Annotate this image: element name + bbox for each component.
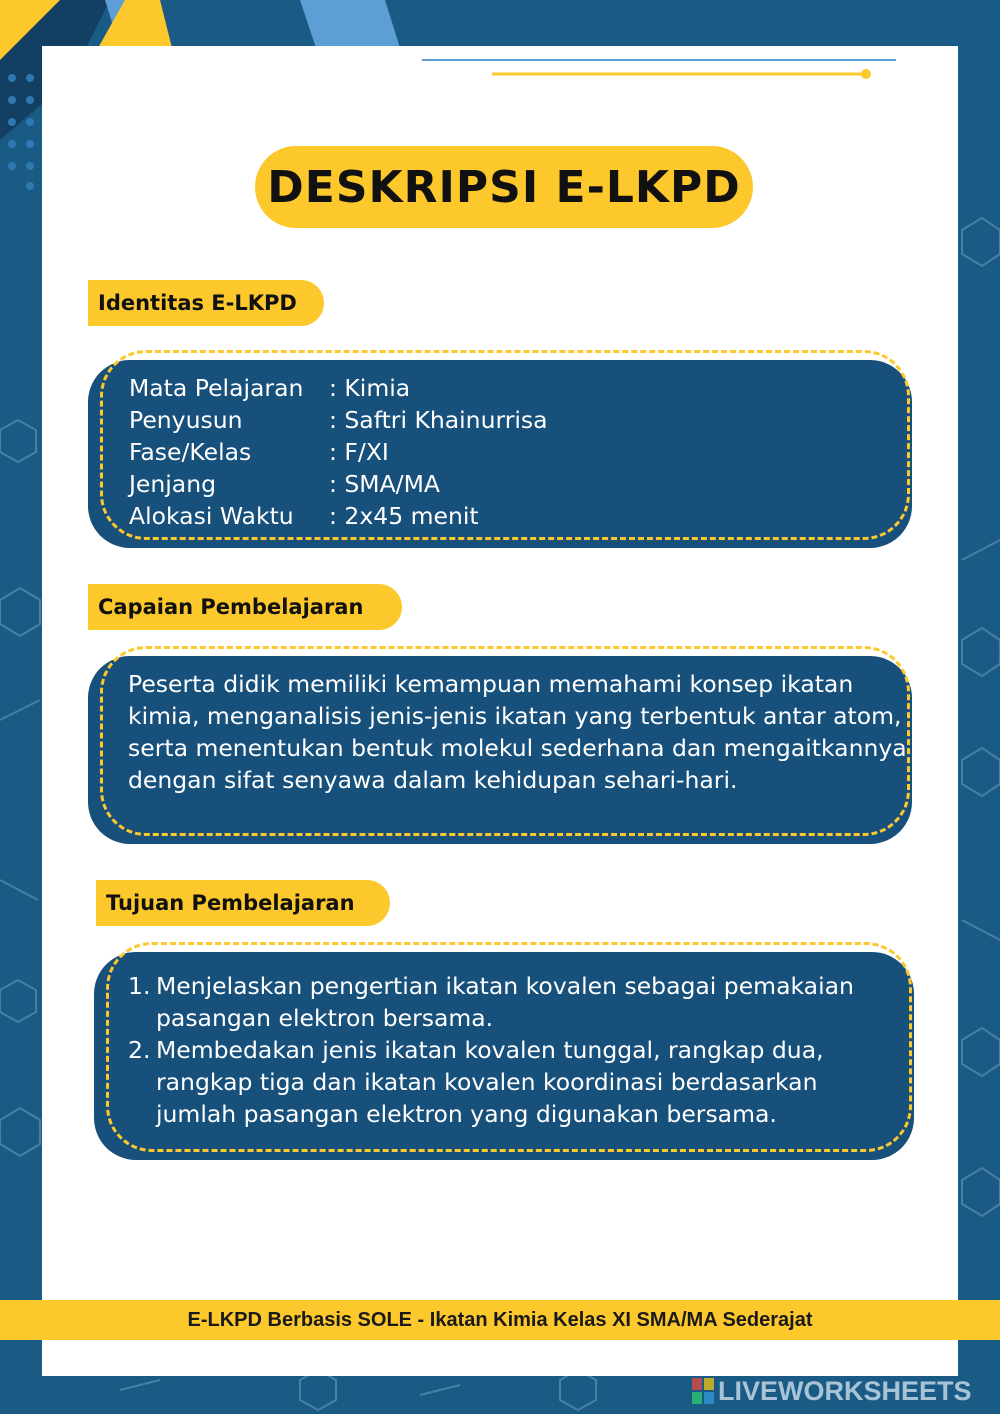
objectives-section-label: Tujuan Pembelajaran <box>96 880 390 926</box>
objective-text: Membedakan jenis ikatan kovalen tunggal, rangkap dua, rangkap tiga dan ikatan kovalen koordinasi berdasarkan jumlah pasangan elektron yang digunakan bersama. <box>156 1036 824 1128</box>
header-lines <box>420 56 900 80</box>
objective-text: Menjelaskan pengertian ikatan kovalen sebagai pemakaian pasangan elektron bersama. <box>156 972 854 1032</box>
achievement-text: Peserta didik memiliki kemampuan memahami konsep ikatan kimia, menganalisis jenis-jenis ikatan yang terbentuk antar atom, serta menentukan bentuk molekul sederhana dan mengaitkannya dengan sifat senyawa dalam kehidupan sehari-hari. <box>128 670 907 794</box>
objectives-card <box>94 952 914 1160</box>
identity-value: 2x45 menit <box>344 502 479 530</box>
liveworksheets-watermark <box>692 1376 972 1406</box>
watermark-text: LIVEWORKSHEETS <box>718 1375 972 1406</box>
identity-list <box>129 372 548 532</box>
identity-key: Jenjang <box>129 470 217 498</box>
identity-separator: : <box>329 406 345 434</box>
identity-row <box>129 468 548 500</box>
identity-separator: : <box>329 374 345 402</box>
identity-separator: : <box>329 502 345 530</box>
identity-value: Kimia <box>344 374 411 402</box>
identity-separator: : <box>329 438 345 466</box>
identity-card <box>88 360 912 548</box>
footer-bar <box>0 1300 1000 1340</box>
identity-value: SMA/MA <box>344 470 440 498</box>
objective-number: 1. <box>128 972 151 1000</box>
page-title: DESKRIPSI E-LKPD <box>255 146 753 228</box>
identity-key: Mata Pelajaran <box>129 374 304 402</box>
achievement-section-label: Capaian Pembelajaran <box>88 584 402 630</box>
objective-item <box>128 970 898 1034</box>
liveworksheets-logo-icon <box>692 1378 714 1404</box>
identity-row <box>129 372 548 404</box>
identity-separator: : <box>329 470 345 498</box>
identity-row <box>129 500 548 532</box>
identity-value: F/XI <box>344 438 389 466</box>
identity-section-label: Identitas E-LKPD <box>88 280 324 326</box>
objective-item <box>128 1034 898 1130</box>
identity-key: Penyusun <box>129 406 243 434</box>
objective-number: 2. <box>128 1036 151 1064</box>
identity-key: Fase/Kelas <box>129 438 252 466</box>
identity-row <box>129 436 548 468</box>
footer-text: E-LKPD Berbasis SOLE - Ikatan Kimia Kelas XI SMA/MA Sederajat <box>187 1308 813 1331</box>
identity-value: Saftri Khainurrisa <box>344 406 548 434</box>
identity-key: Alokasi Waktu <box>129 502 294 530</box>
objectives-list <box>128 970 898 1130</box>
achievement-card <box>88 656 912 844</box>
identity-row <box>129 404 548 436</box>
